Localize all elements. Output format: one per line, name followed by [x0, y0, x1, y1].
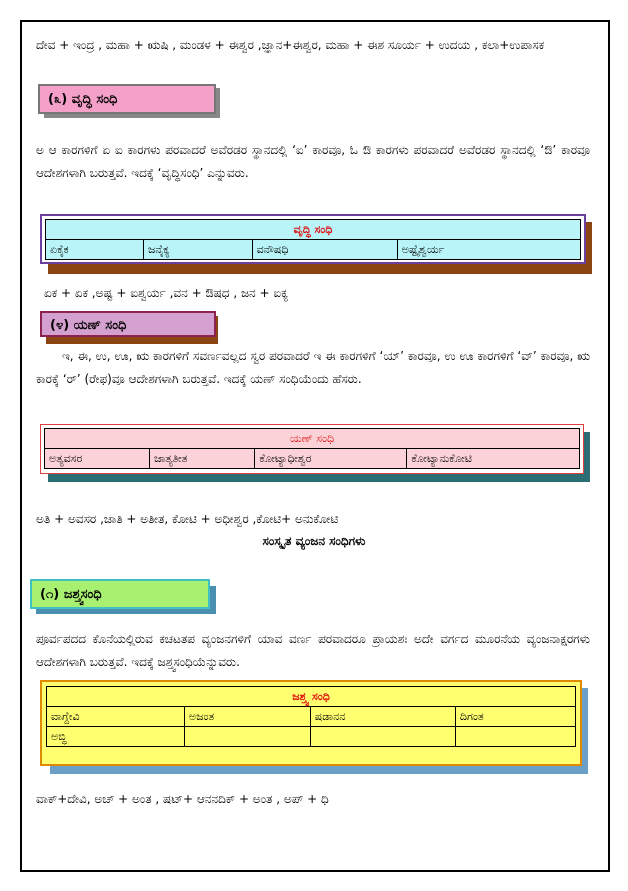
jashtva-cell: ದಿಗಂತ: [455, 707, 575, 727]
vriddhi-cell: ವನೌಷಧಿ: [252, 240, 397, 260]
jashtva-cell: ಅಜಂತ: [184, 707, 310, 727]
jashtva-example: ವಾಕ್+ದೇವಿ, ಅಚ್ + ಅಂತ , ಷಟ್+ ಆನನದಿಕ್ + ಅಂತ , ಅಪ್ + ಧಿ: [36, 792, 329, 806]
yan-heading: (೪) ಯಣ್ ಸಂಧಿ: [40, 311, 216, 337]
jashtva-table-title: ಜಶ್ತ್ವ ಸಂಧಿ: [47, 687, 576, 707]
jashtva-table-frame: [40, 680, 582, 766]
intro-example: ದೇವ + ಇಂದ್ರ , ಮಹಾ + ಋಷಿ , ಮಂಡಳ + ಈಶ್ವರ ,ಜ್ಞಾನ+ಈಶ್ವರ, ಮಹಾ + ಈಶ ಸೂರ್ಯ + ಉದಯ , ಕಲಾ+ಉಪಾಸಕ: [36, 38, 545, 52]
vriddhi-cell: ಏಕೈಕ: [46, 240, 144, 260]
yan-table: [44, 428, 580, 469]
yan-table-frame: [40, 424, 584, 474]
vriddhi-table: [45, 219, 581, 260]
jashtva-cell: ವಾಗ್ದೇವಿ: [47, 707, 185, 727]
vriddhi-cell: ಜನೈಕ್ಯ: [144, 240, 253, 260]
yan-cell: ಅತ್ಯವಸರ: [45, 449, 150, 469]
vriddhi-cell: ಅಷ್ಟೈಶ್ವರ್ಯ: [397, 240, 580, 260]
jashtva-table: [46, 686, 576, 747]
vriddhi-paragraph: ಅ ಆ ಕಾರಗಳಿಗೆ ಏ ಐ ಕಾರಗಳು ಪರವಾದರೆ ಅವೆರಡರ ಸ್ಥಾನದಲ್ಲಿ ‘ಐ’ ಕಾರವೂ, ಓ ಔ ಕಾರಗಳು ಪರವಾದರೆ ಅವೆರಡರ ಸ್ಥಾನದಲ್ಲಿ ‘ಔ’ ಕಾರವೂ ಆದೇಶಗಳಾಗಿ ಬರುತ್ತವೆ. ಇದಕ್ಕೆ ‘ವೃದ್ಧಿಸಂಧಿ’ ಎನ್ನುವರು.: [36, 143, 590, 180]
yan-example: ಅತಿ + ಅವಸರ ,ಜಾತಿ + ಅತೀತ, ಕೋಟಿ + ಅಧೀಶ್ವರ ,ಕೋಟಿ+ ಅನುಕೋಟಿ: [36, 512, 339, 526]
jashtva-cell: [455, 727, 575, 747]
jashtva-cell: ಷಡಾನನ: [310, 707, 455, 727]
vriddhi-table-title: ವೃದ್ಧಿ ಸಂಧಿ: [46, 220, 581, 240]
yan-cell: ಕೋಟ್ಯಾನುಕೋಟಿ: [407, 449, 580, 469]
jashtva-cell: ಅಬ್ಧಿ: [47, 727, 185, 747]
vriddhi-table-frame: [40, 214, 586, 264]
jashtva-heading: (೧) ಜಶ್ತ್ವಸಂಧಿ: [30, 579, 210, 609]
vriddhi-heading: (೩) ವೃದ್ಧಿ ಸಂಧಿ: [38, 84, 216, 114]
jashtva-cell: [310, 727, 455, 747]
jashtva-paragraph: ಪೂರ್ವಪದದ ಕೊನೆಯಲ್ಲಿರುವ ಕಚಟತಪ ವ್ಯಂಜನಗಳಿಗೆ ಯಾವ ವರ್ಣ ಪರವಾದರೂ ಪ್ರಾಯಶಃ ಅದೇ ವರ್ಗದ ಮೂರನೆಯ ವ್ಯಂಜನಾಕ್ಷರಗಳು ಆದೇಶಗಳಾಗಿ ಬರುತ್ತವೆ. ಇದಕ್ಕೆ ಜಶ್ತ್ವಸಂಧಿಯೆನ್ನುವರು.: [36, 632, 590, 669]
yan-cell: ಕೋಟ್ಯಾಧೀಶ್ವರ: [255, 449, 407, 469]
yan-paragraph: ಇ, ಈ, ಉ, ಊ, ಋ ಕಾರಗಳಿಗೆ ಸವರ್ಣವಲ್ಲದ ಸ್ವರ ಪರವಾದರೆ ಇ ಈ ಕಾರಗಳಿಗೆ ‘ಯ್’ ಕಾರವೂ, ಉ ಊ ಕಾರಗಳಿಗೆ ‘ವ್’ ಕಾರವೂ, ಋ ಕಾರಕ್ಕೆ ‘ರ್’ (ರೇಫ)ವೂ ಆದೇಶಗಳಾಗಿ ಬರುತ್ತವೆ. ಇದಕ್ಕೆ ಯಣ್ ಸಂಧಿಯೆಂದು ಹೆಸರು.: [36, 349, 590, 386]
yan-table-title: ಯಣ್ ಸಂಧಿ: [45, 429, 580, 449]
jashtva-cell: [184, 727, 310, 747]
vriddhi-example: ಏಕ + ಏಕ ,ಅಷ್ಟ + ಐಶ್ವರ್ಯ ,ವನ + ಔಷಧ , ಜನ + ಐಕ್ಯ: [44, 286, 289, 300]
section-heading: ಸಂಸ್ಕೃತ ವ್ಯಂಜನ ಸಂಧಿಗಳು: [262, 534, 366, 548]
yan-cell: ಜಾತ್ಯತೀತ: [150, 449, 255, 469]
